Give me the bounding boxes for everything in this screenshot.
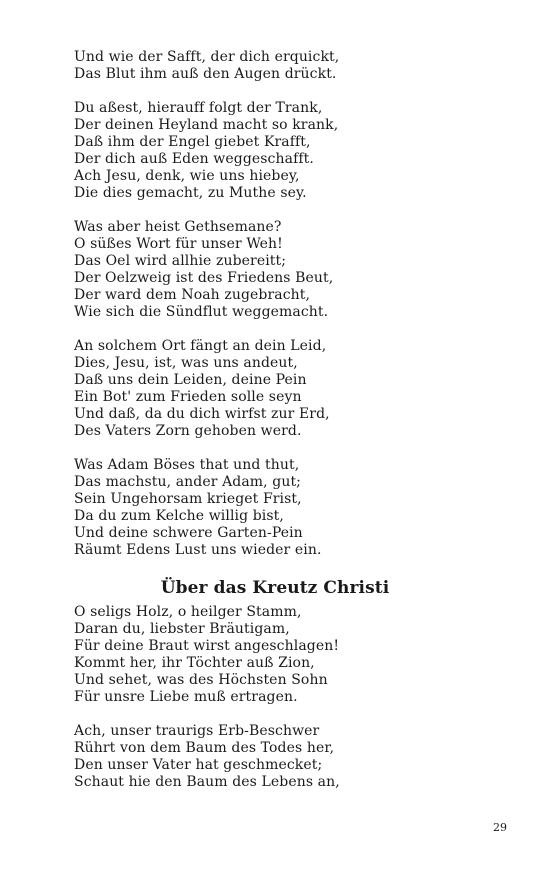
verse-line: Was Adam Böses that und thut,	[74, 457, 300, 473]
verse-line: Daran du, liebster Bräutigam,	[74, 621, 290, 637]
verse-line: Rührt von dem Baum des Todes her,	[74, 740, 335, 756]
verse-line: Für deine Braut wirst angeschlagen!	[74, 638, 340, 654]
verse-line: Der dich auß Eden weggeschafft.	[74, 151, 314, 167]
verse-line: Du aßest, hierauff folgt der Trank,	[74, 100, 323, 116]
verse-line: Für unsre Liebe muß ertragen.	[74, 689, 298, 705]
verse-line: An solchem Ort fängt an dein Leid,	[74, 338, 327, 354]
stanza	[74, 49, 494, 83]
verse-line: Was aber heist Gethsemane?	[74, 219, 282, 235]
stanza	[74, 457, 494, 559]
page-number: 29	[493, 821, 507, 834]
verse-line: Der deinen Heyland macht so krank,	[74, 117, 339, 133]
verse-line: Die dies gemacht, zu Muthe sey.	[74, 185, 307, 201]
verse-line: Das Blut ihm auß den Augen drückt.	[74, 66, 337, 82]
verse-line: Und deine schwere Garten-Pein	[74, 525, 303, 541]
verse-line: Daß uns dein Leiden, deine Pein	[74, 372, 307, 388]
verse-line: Der ward dem Noah zugebracht,	[74, 287, 311, 303]
verse-line: Daß ihm der Engel giebet Krafft,	[74, 134, 311, 150]
verse-line: Des Vaters Zorn gehoben werd.	[74, 423, 302, 439]
verse-line: Ein Bot' zum Frieden solle seyn	[74, 389, 302, 405]
verse-line: Sein Ungehorsam krieget Frist,	[74, 491, 302, 507]
verse-line: Wie sich die Sündflut weggemacht.	[74, 304, 329, 320]
verse-line: Den unser Vater hat geschmecket;	[74, 757, 323, 773]
verse-line: O seligs Holz, o heilger Stamm,	[74, 604, 302, 620]
verse-line: Der Oelzweig ist des Friedens Beut,	[74, 270, 334, 286]
verse-line: Und daß, da du dich wirfst zur Erd,	[74, 406, 330, 422]
section-title: Über das Kreutz Christi	[160, 578, 390, 598]
stanza	[74, 219, 494, 321]
verse-line: Schaut hie den Baum des Lebens an,	[74, 774, 340, 790]
stanza	[74, 338, 494, 440]
verse-line: Ach, unser traurigs Erb-Beschwer	[74, 723, 320, 739]
stanza	[74, 604, 494, 706]
stanza	[74, 723, 494, 791]
poem-top	[74, 49, 494, 559]
verse-line: Dies, Jesu, ist, was uns andeut,	[74, 355, 298, 371]
verse-line: Räumt Edens Lust uns wieder ein.	[74, 542, 322, 558]
verse-line: Und sehet, was des Höchsten Sohn	[74, 672, 328, 688]
verse-line: Und wie der Safft, der dich erquickt,	[74, 49, 340, 65]
poem-bottom	[74, 604, 494, 791]
verse-line: Kommt her, ihr Töchter auß Zion,	[74, 655, 315, 671]
verse-line: Da du zum Kelche willig bist,	[74, 508, 284, 524]
verse-line: Ach Jesu, denk, wie uns hiebey,	[74, 168, 300, 184]
verse-line: O süßes Wort für unser Weh!	[74, 236, 283, 252]
verse-line: Das Oel wird allhie zubereitt;	[74, 253, 287, 269]
stanza	[74, 100, 494, 202]
verse-line: Das machstu, ander Adam, gut;	[74, 474, 301, 490]
